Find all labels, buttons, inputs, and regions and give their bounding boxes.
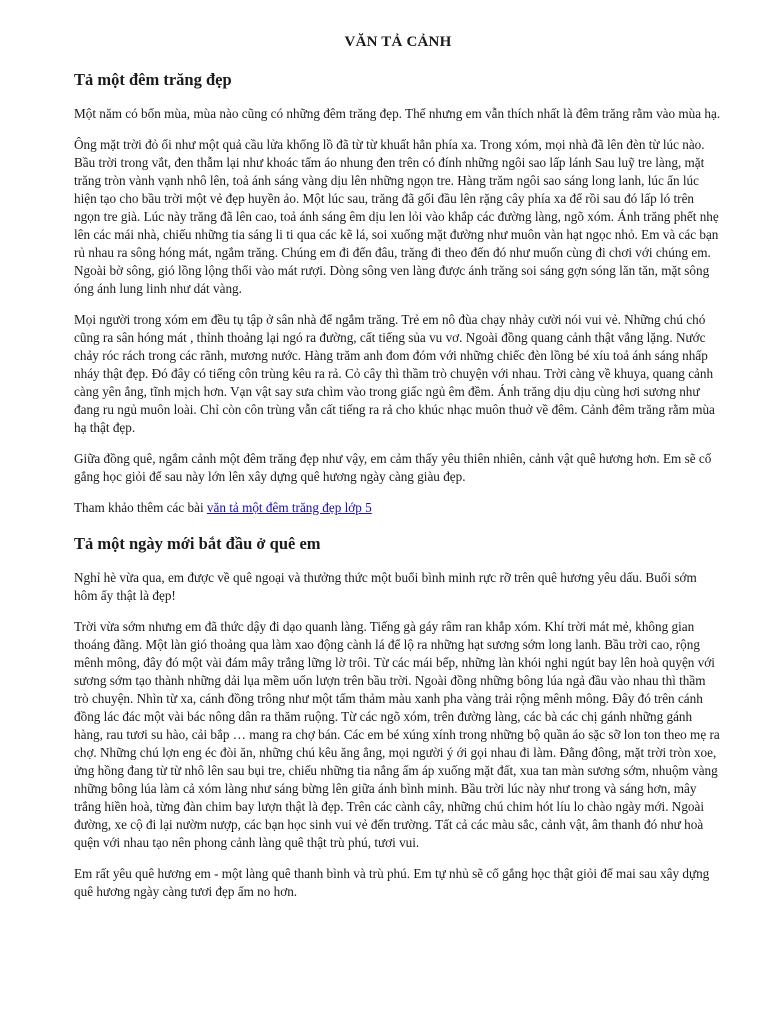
paragraph: Mọi người trong xóm em đều tụ tập ở sân nhà để ngắm trăng. Trẻ em nô đùa chạy nhảy cười nói vui vẻ. Những chú chó cũng ra sân hóng mát , thỉnh thoảng lại ngó ra đường, cất tiếng sủa vu vơ. Ngoài đồng quang cảnh thật vắng lặng. Nước chảy róc rách trong các rãnh, mương nước. Hàng trăm anh đom đóm với những chiếc đèn lồng bé xíu toả ánh sáng nhấp nháy thật đẹp. Đó đây có tiếng côn trùng kêu ra rả. Cỏ cây thì thầm trò chuyện với nhau. Trời càng về khuya, quang cảnh càng yên ắng, tĩnh mịch hơn. Vạn vật say sưa chìm vào trong giấc ngủ êm đềm. Ánh trăng dịu dịu cùng hơi sương như đang ru ngủ muôn loài. Chỉ còn côn trùng vẫn cất tiếng ra rả cho khúc nhạc muôn thuở về đêm. Cảnh đêm trăng rằm mùa hạ thật đẹp. xyxy=(74,312,715,435)
reference-line xyxy=(74,499,722,517)
reference-link[interactable]: văn tả một đêm trăng đẹp lớp 5 xyxy=(206,500,372,515)
paragraph: Nghỉ hè vừa qua, em được về quê ngoại và thưởng thức một buổi bình minh rực rỡ trên quê hương yêu dấu. Buổi sớm hôm ấy thật là đẹp! xyxy=(74,570,697,603)
document-page xyxy=(74,34,722,914)
paragraph: Trời vừa sớm nhưng em đã thức dậy đi dạo quanh làng. Tiếng gà gáy râm ran khắp xóm. Khí trời mát mẻ, không gian thoáng đãng. Một làn gió thoảng qua làm xao động cành lá để lộ ra những hạt sương sớm long lanh. Bầu trời cao, rộng mênh mông, đây đó một vài đám mây trắng lững lờ trôi. Từ các mái bếp, những làn khói nghi ngút bay lên hoà quyện với sương sớm tạo thành những dải lụa mềm uốn lượn trên bầu trời. Ngoài đồng những bông lúa ngả đầu vào nhau thì thầm trò chuyện. Nhìn từ xa, cánh đồng trông như một tấm thảm màu xanh pha vàng trải rộng mênh mông. Đây đó trên cánh đồng lác đác một vài bác nông dân ra thăm ruộng. Từ các ngõ xóm, trên đường làng, các bà các chị gánh những gánh hàng, rau tươi su hào, cải bắp … mang ra chợ bán. Các em bé xúng xính trong những bộ quần áo sặc sỡ lon ton theo mẹ ra chợ. Những chú lợn eng éc đòi ăn, những chú kêu ăng ẳng, mọi người ý ới gọi nhau đi làm. Đằng đông, mặt trời tròn xoe, ửng hồng đang từ từ nhô lên sau bụi tre, chiếu những tia nắng ấm áp xuống mặt đất, xua tan màn sương sớm, nhuộm vàng những bông lúa làm cả xóm làng như sáng bừng lên giữa ánh bình minh. Bầu trời lúc này như trong và sáng hơn, mây trắng hiền hoà, từng đàn chim bay lượn thật là đẹp. Trên các cành cây, những chú chim hót líu lo chào ngày mới. Ngoài đường, xe cộ đi lại nườm nượp, các bạn học sinh vui vẻ đến trường. Tất cả các màu sắc, cảnh vật, âm thanh đó như hoà quện với nhau tạo nên phong cảnh làng quê thật trù phú, tươi vui. xyxy=(74,619,720,850)
paragraph: Ông mặt trời đỏ ối như một quả cầu lửa khổng lồ đã từ từ khuất hẳn phía xa. Trong xóm, mọi nhà đã lên đèn từ lúc nào. Bầu trời trong vắt, đen thẫm lại như khoác tấm áo nhung đen trên có đính những ngôi sao lấp lánh Sau luỹ tre làng, mặt trăng tròn vành vạnh nhô lên, toả ánh sáng vàng dịu lên những ngọn tre. Hàng trăm ngôi sao sáng long lanh, lúc ẩn lúc hiện tạo cho bầu trời một vẻ đẹp huyền ảo. Một lúc sau, trăng đã gối đầu lên rặng cây phía xa để rồi sau đó lấp ló trên ngọn tre già. Lúc này trăng đã lên cao, toả ánh sáng êm dịu len lỏi vào khắp các đường làng, ngõ xóm. Ánh trăng phết nhẹ lên các mái nhà, chiếu những tia sáng li ti qua các kẽ lá, soi xuống mặt đường như muôn vàn hạt ngọc nhỏ. Em và các bạn rủ nhau ra sông hóng mát, ngắm trăng. Chúng em đi đến đâu, trăng đi theo đến đó như muốn cùng đi chơi với chúng em. Ngoài bờ sông, gió lồng lộng thổi vào mát rượi. Dòng sông ven làng được ánh trăng soi sáng gợn sóng lăn tăn, mặt sông óng ánh lung linh như dát vàng. xyxy=(74,137,719,296)
document-title: VĂN TẢ CẢNH xyxy=(344,34,452,50)
section-moonlit-night xyxy=(74,70,722,517)
reference-prefix: Tham khảo thêm các bài xyxy=(74,500,207,515)
paragraph: Một năm có bốn mùa, mùa nào cũng có những đêm trăng đẹp. Thế nhưng em vẫn thích nhất là đêm trăng rằm vào mùa hạ. xyxy=(74,106,721,121)
section-heading: Tả một đêm trăng đẹp xyxy=(74,70,232,89)
section-new-day xyxy=(74,534,722,901)
paragraph: Giữa đồng quê, ngắm cảnh một đêm trăng đẹp như vậy, em cảm thấy yêu thiên nhiên, cảnh vật quê hương hơn. Em sẽ cố gắng học giỏi để sau này lớn lên xây dựng quê hương ngày càng giàu đẹp. xyxy=(74,451,712,484)
section-heading: Tả một ngày mới bắt đầu ở quê em xyxy=(74,534,321,553)
paragraph: Em rất yêu quê hương em - một làng quê thanh bình và trù phú. Em tự nhủ sẽ cố gắng học thật giỏi để mai sau xây dựng quê hương ngày càng tươi đẹp ấm no hơn. xyxy=(74,866,710,899)
